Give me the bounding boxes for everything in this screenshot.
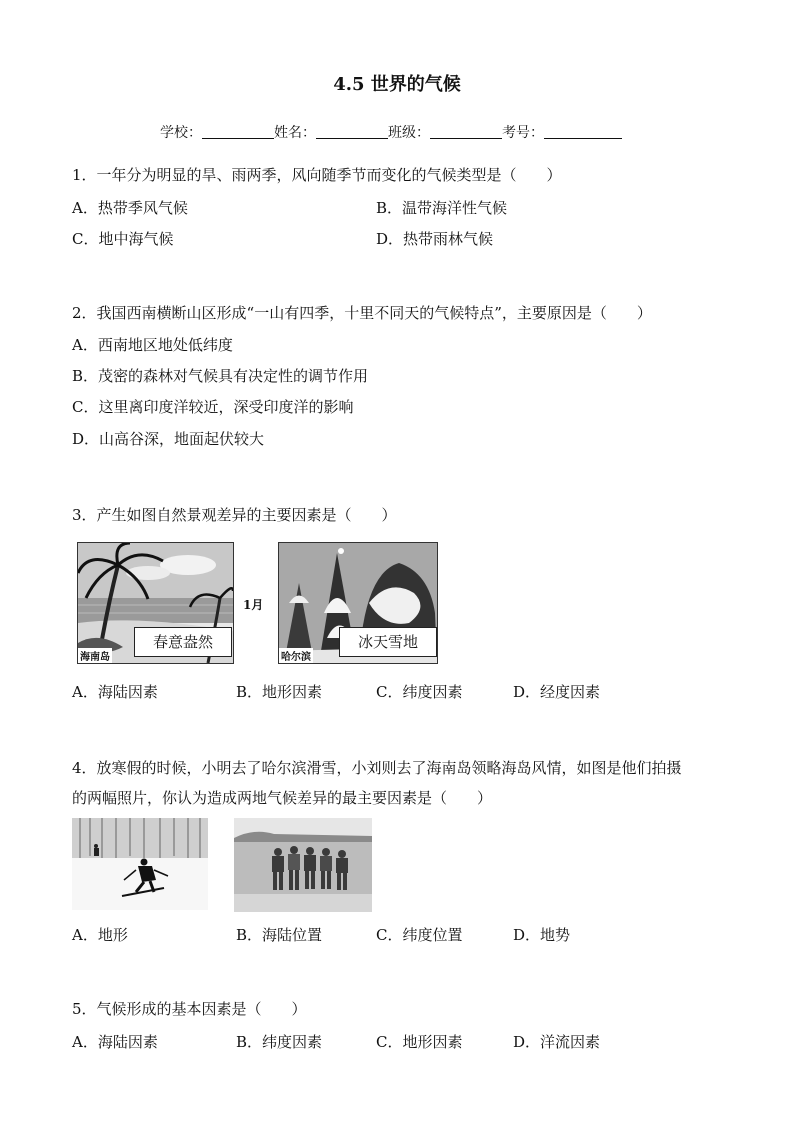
hainan-landscape-image <box>77 542 234 664</box>
harbin-landscape-image <box>278 542 438 664</box>
option-d[interactable]: D．地势 <box>513 926 571 944</box>
school-blank[interactable] <box>202 124 274 139</box>
skiing-photo <box>72 818 208 910</box>
page-title: 4.5 世界的气候 <box>333 74 461 95</box>
name-blank[interactable] <box>316 124 388 139</box>
beach-people-illustration <box>234 818 372 912</box>
option-a[interactable]: A．地形 <box>72 926 128 944</box>
option-d[interactable]: D．洋流因素 <box>513 1033 601 1051</box>
option-d[interactable]: D．热带雨林气候 <box>376 230 494 248</box>
option-a[interactable]: A．海陆因素 <box>72 1033 158 1051</box>
beach-photo <box>234 818 372 912</box>
option-b[interactable]: B．温带海洋性气候 <box>376 199 508 217</box>
question-1-stem: 1．一年分为明显的旱、雨两季，风向随季节而变化的气候类型是（ ） <box>72 166 562 184</box>
id-label: 考号： <box>502 125 544 141</box>
skier-illustration <box>72 818 208 910</box>
question-4-stem-line1: 4．放寒假的时候，小明去了哈尔滨滑雪，小刘则去了海南岛领略海岛风情，如图是他们拍摄 <box>72 759 682 777</box>
student-info-line <box>160 122 622 142</box>
option-a[interactable]: A．热带季风气候 <box>72 199 188 217</box>
class-blank[interactable] <box>430 124 502 139</box>
question-5-stem: 5．气候形成的基本因素是（ ） <box>72 1000 307 1018</box>
name-label: 姓名： <box>274 125 316 141</box>
question-4-stem-line2: 的两幅照片，你认为造成两地气候差异的最主要因素是（ ） <box>72 789 493 807</box>
option-c[interactable]: C．这里离印度洋较近，深受印度洋的影响 <box>72 398 354 416</box>
option-c[interactable]: C．纬度因素 <box>376 683 463 701</box>
id-blank[interactable] <box>544 124 622 139</box>
harbin-place-label: 哈尔滨 <box>279 648 313 663</box>
option-a[interactable]: A．海陆因素 <box>72 683 158 701</box>
option-b[interactable]: B．茂密的森林对气候具有决定性的调节作用 <box>72 367 369 385</box>
school-label: 学校： <box>160 125 202 141</box>
option-b[interactable]: B．海陆位置 <box>236 926 323 944</box>
question-2-stem: 2．我国西南横断山区形成“一山有四季，十里不同天的气候特点”，主要原因是（ ） <box>72 304 652 322</box>
hainan-place-label: 海南岛 <box>78 648 112 663</box>
month-label: 1月 <box>243 598 264 612</box>
question-3-stem: 3．产生如图自然景观差异的主要因素是（ ） <box>72 506 397 524</box>
option-c[interactable]: C．地中海气候 <box>72 230 174 248</box>
option-b[interactable]: B．地形因素 <box>236 683 323 701</box>
hainan-caption: 春意盎然 <box>134 627 232 657</box>
option-d[interactable]: D．山高谷深，地面起伏较大 <box>72 430 265 448</box>
option-d[interactable]: D．经度因素 <box>513 683 601 701</box>
option-c[interactable]: C．地形因素 <box>376 1033 463 1051</box>
class-label: 班级： <box>388 125 430 141</box>
option-a[interactable]: A．西南地区地处低纬度 <box>72 336 233 354</box>
harbin-caption: 冰天雪地 <box>339 627 437 657</box>
option-b[interactable]: B．纬度因素 <box>236 1033 323 1051</box>
option-c[interactable]: C．纬度位置 <box>376 926 463 944</box>
